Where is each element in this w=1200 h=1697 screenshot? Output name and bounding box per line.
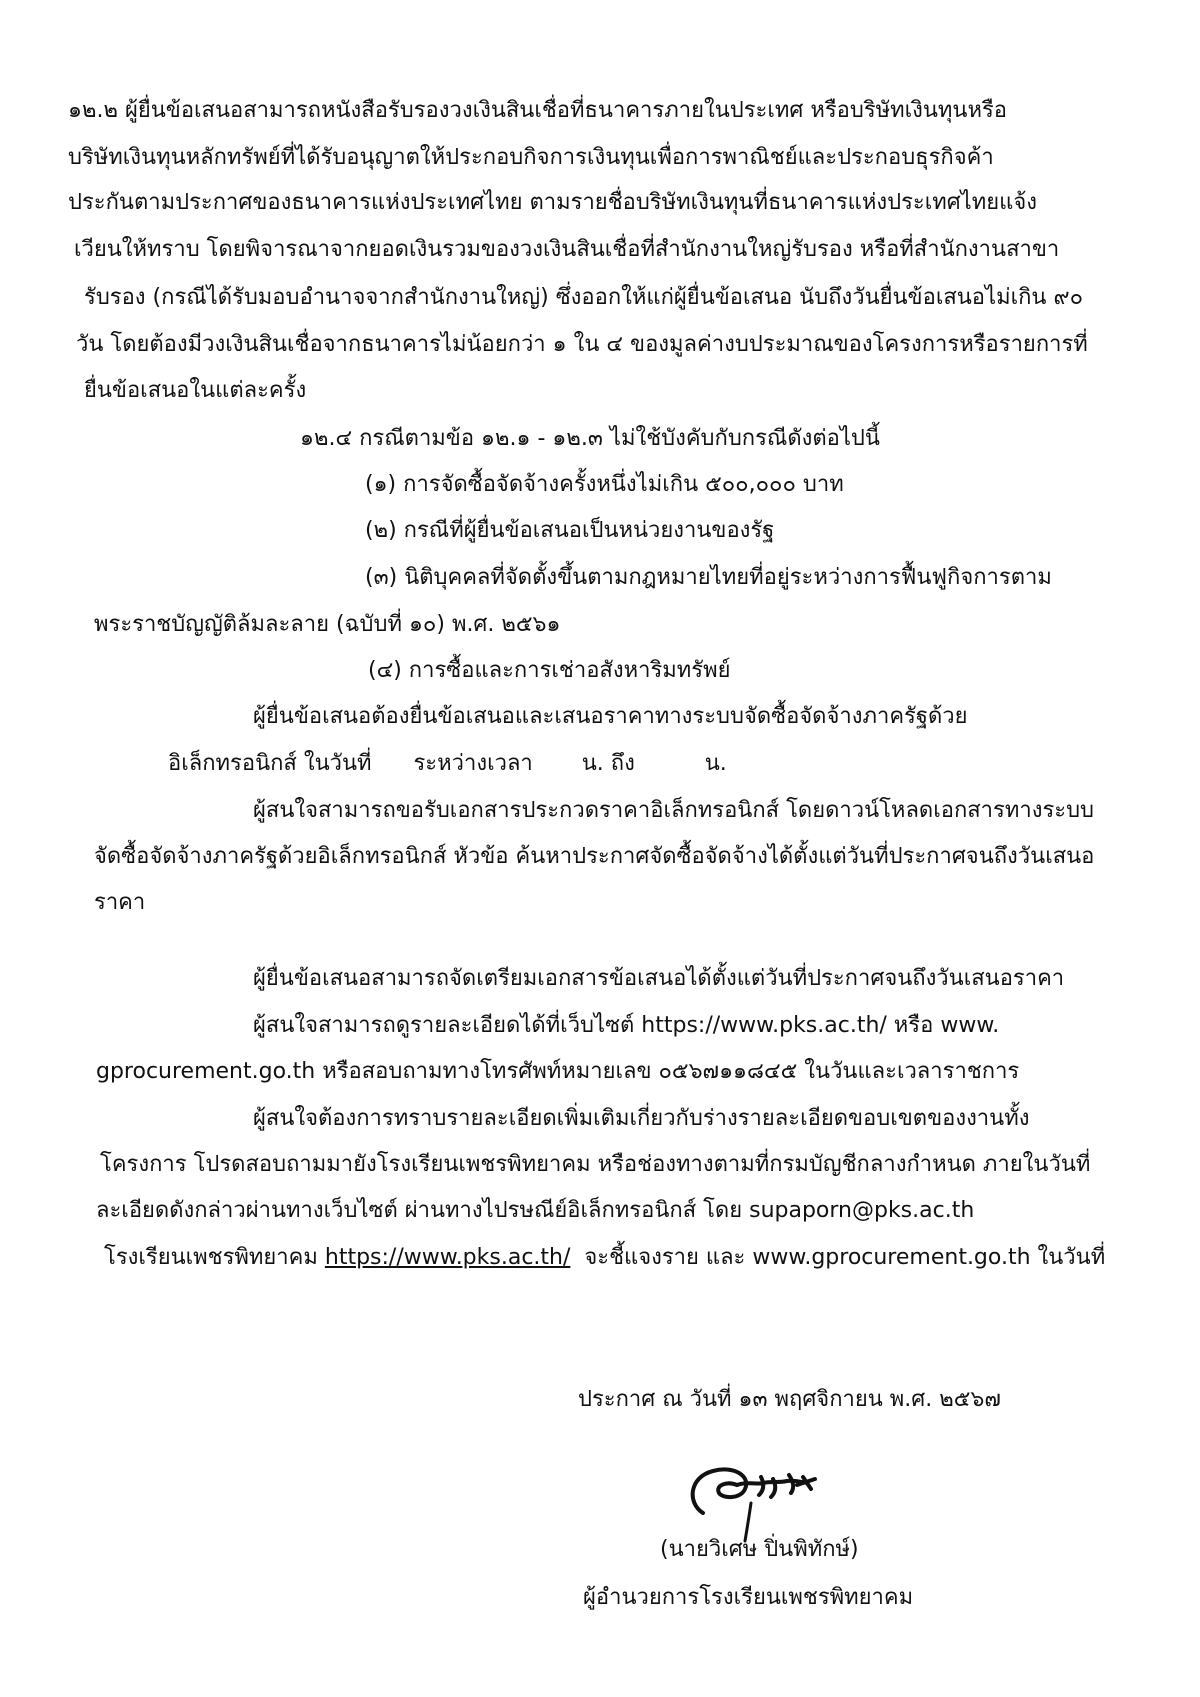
signature-image: [665, 1455, 825, 1545]
school-website-link[interactable]: https://www.pks.ac.th/: [324, 1245, 571, 1270]
inquiry-line-2: โครงการ โปรดสอบถามมายังโรงเรียนเพชรพิทยาคม หรือช่องทางตามที่กรมบัญชีกลางกำหนด ภายในวันที่: [100, 1152, 1091, 1177]
inquiry-line-1: ผู้สนใจต้องการทราบรายละเอียดเพิ่มเติมเกี่ยวกับร่างรายละเอียดขอบเขตของงานทั้ง: [253, 1106, 1030, 1131]
details-line-2: gprocurement.go.th หรือสอบถามทางโทรศัพท์หมายเลข ๐๕๖๗๑๑๘๔๕ ในวันและเวลาราชการ: [96, 1059, 1020, 1084]
inquiry-line-4-suffix: จะชี้แจงราย และ www.gprocurement.go.th ในวันที่: [570, 1245, 1106, 1270]
para-12-2-line-5: รับรอง (กรณีได้รับมอบอำนาจจากสำนักงานใหญ่) ซึ่งออกให้แก่ผู้ยื่นข้อเสนอ นับถึงวันยื่นข้อเสนอไม่เกิน ๙๐: [84, 285, 1083, 310]
prepare-line: ผู้ยื่นข้อเสนอสามารถจัดเตรียมเอกสารข้อเสนอได้ตั้งแต่วันที่ประกาศจนถึงวันเสนอราคา: [253, 966, 1065, 991]
download-line-1: ผู้สนใจสามารถขอรับเอกสารประกวดราคาอิเล็กทรอนิกส์ โดยดาวน์โหลดเอกสารทางระบบ: [253, 798, 1095, 823]
download-line-2: จัดซื้อจัดจ้างภาครัฐด้วยอิเล็กทรอนิกส์ หัวข้อ ค้นหาประกาศจัดซื้อจัดจ้างได้ตั้งแต่วันที่ประกาศจนถึงวันเสนอ: [94, 844, 1095, 869]
para-12-4-item-1: (๑) การจัดซื้อจัดจ้างครั้งหนึ่งไม่เกิน ๕๐๐,๐๐๐ บาท: [365, 472, 844, 497]
para-12-2-line-1: ๑๒.๒ ผู้ยื่นข้อเสนอสามารถหนังสือรับรองวงเงินสินเชื่อที่ธนาคารภายในประเทศ หรือบริษัทเงินทุนหรือ: [68, 98, 1008, 123]
details-line-1: ผู้สนใจสามารถดูรายละเอียดได้ที่เว็บไซต์ https://www.pks.ac.th/ หรือ www.: [253, 1013, 1000, 1038]
para-12-2-line-3: ประกันตามประกาศของธนาคารแห่งประเทศไทย ตามรายชื่อบริษัทเงินทุนที่ธนาคารแห่งประเทศไทยแจ้ง: [68, 190, 1037, 215]
para-12-2-line-4: เวียนให้ทราบ โดยพิจารณาจากยอดเงินรวมของวงเงินสินเชื่อที่สำนักงานใหญ่รับรอง หรือที่สำนักงานสาขา: [74, 237, 1060, 262]
submission-line-2: อิเล็กทรอนิกส์ ในวันที่ ระหว่างเวลา น. ถึง น.: [168, 751, 727, 776]
inquiry-line-4: [104, 1243, 1105, 1273]
para-12-4-item-3-line-2: พระราชบัญญัติล้มละลาย (ฉบับที่ ๑๐) พ.ศ. ๒๕๖๑: [94, 612, 561, 637]
para-12-4-item-2: (๒) กรณีที่ผู้ยื่นข้อเสนอเป็นหน่วยงานของรัฐ: [365, 518, 775, 543]
para-12-2-line-7: ยื่นข้อเสนอในแต่ละครั้ง: [84, 378, 307, 403]
inquiry-school-name: โรงเรียนเพชรพิทยาคม: [104, 1245, 325, 1270]
submission-line-1: ผู้ยื่นข้อเสนอต้องยื่นข้อเสนอและเสนอราคาทางระบบจัดซื้อจัดจ้างภาครัฐด้วย: [253, 704, 968, 729]
para-12-4-item-4: (๔) การซื้อและการเช่าอสังหาริมทรัพย์: [368, 658, 731, 683]
signer-title: ผู้อำนวยการโรงเรียนเพชรพิทยาคม: [583, 1585, 914, 1610]
inquiry-line-3: ละเอียดดังกล่าวผ่านทางเว็บไซต์ ผ่านทางไปรษณีย์อิเล็กทรอนิกส์ โดย supaporn@pks.ac.th: [96, 1198, 975, 1223]
download-line-3: ราคา: [94, 890, 146, 915]
para-12-4-heading: ๑๒.๔ กรณีตามข้อ ๑๒.๑ - ๑๒.๓ ไม่ใช้บังคับกับกรณีดังต่อไปนี้: [300, 426, 880, 451]
para-12-2-line-2: บริษัทเงินทุนหลักทรัพย์ที่ได้รับอนุญาตให้ประกอบกิจการเงินทุนเพื่อการพาณิชย์และประกอบธุรกิจค้า: [68, 145, 994, 170]
para-12-4-item-3-line-1: (๓) นิติบุคคลที่จัดตั้งขึ้นตามกฎหมายไทยที่อยู่ระหว่างการฟื้นฟูกิจการตาม: [365, 565, 1052, 590]
announcement-date: ประกาศ ณ วันที่ ๑๓ พฤศจิกายน พ.ศ. ๒๕๖๗: [578, 1387, 1001, 1412]
para-12-2-line-6: วัน โดยต้องมีวงเงินสินเชื่อจากธนาคารไม่น้อยกว่า ๑ ใน ๔ ของมูลค่างบประมาณของโครงการหรือรายการที่: [76, 332, 1088, 357]
signer-name: (นายวิเศษ ปิ่นพิทักษ์): [660, 1537, 859, 1562]
